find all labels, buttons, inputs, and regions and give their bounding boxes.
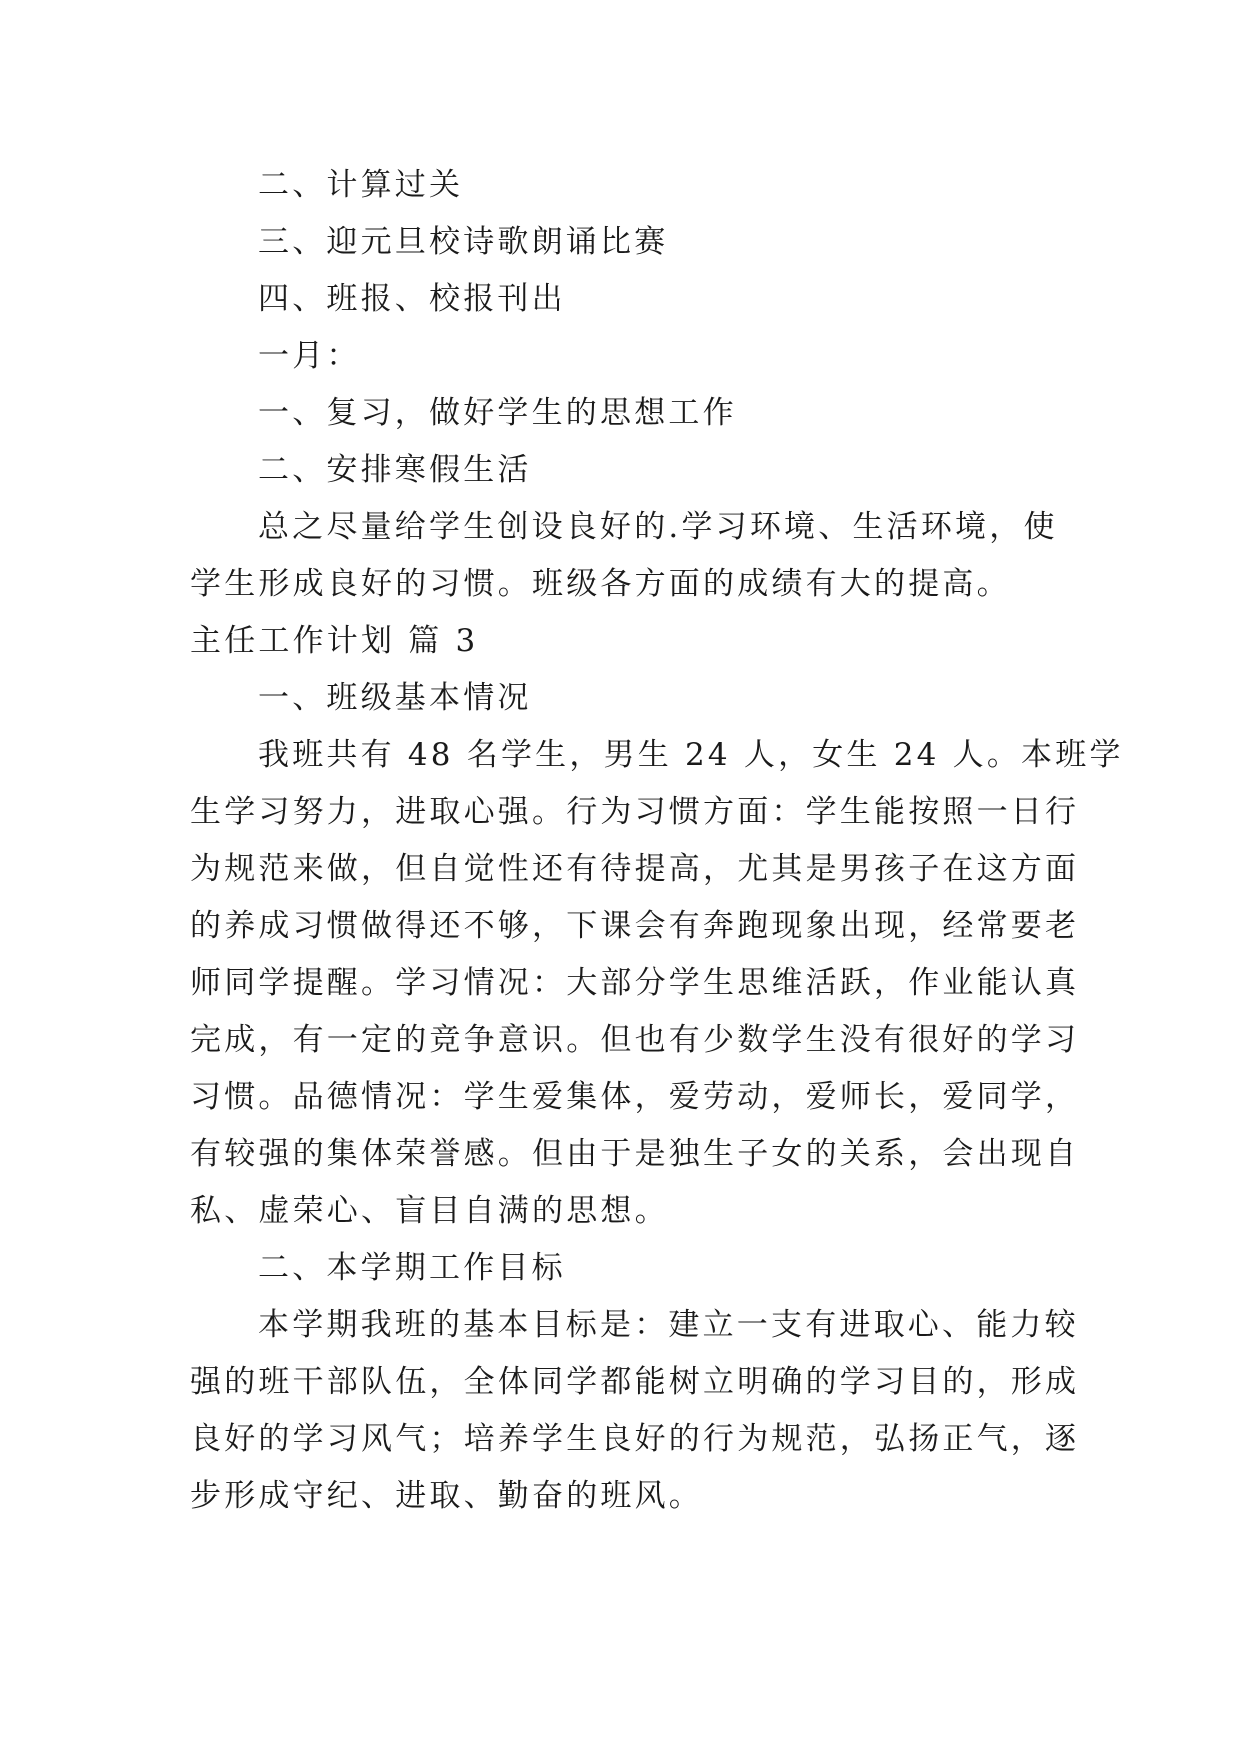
- paragraph-line: 本学期我班的基本目标是：建立一支有进取心、能力较: [258, 1307, 1079, 1343]
- subsection-heading: 一、班级基本情况: [258, 680, 532, 716]
- paragraph-line: 我班共有 48 名学生，男生 24 人，女生 24 人。本班学: [258, 737, 1124, 773]
- paragraph-line: 总之尽量给学生创设良好的.学习环境、生活环境，使: [258, 509, 1058, 545]
- text-line: 一、复习，做好学生的思想工作: [258, 395, 737, 431]
- text-line: 四、班报、校报刊出: [258, 281, 566, 317]
- text-line: 二、安排寒假生活: [258, 452, 532, 488]
- paragraph-line: 生学习努力，进取心强。行为习惯方面：学生能按照一日行: [190, 794, 1080, 830]
- paragraph-line: 有较强的集体荣誉感。但由于是独生子女的关系，会出现自: [190, 1136, 1080, 1172]
- paragraph-line: 良好的学习风气；培养学生良好的行为规范，弘扬正气，逐: [190, 1421, 1080, 1457]
- paragraph-line: 为规范来做，但自觉性还有待提高，尤其是男孩子在这方面: [190, 851, 1080, 887]
- paragraph-line: 私、虚荣心、盲目自满的思想。: [190, 1193, 669, 1229]
- text-line: 三、迎元旦校诗歌朗诵比赛: [258, 224, 669, 260]
- paragraph-line: 学生形成良好的习惯。班级各方面的成绩有大的提高。: [190, 566, 1011, 602]
- paragraph-line: 师同学提醒。学习情况：大部分学生思维活跃，作业能认真: [190, 965, 1080, 1001]
- text-line: 一月：: [258, 338, 361, 374]
- paragraph-line: 的养成习惯做得还不够，下课会有奔跑现象出现，经常要老: [190, 908, 1080, 944]
- paragraph-line: 完成，有一定的竞争意识。但也有少数学生没有很好的学习: [190, 1022, 1080, 1058]
- section-heading: 主任工作计划 篇 3: [190, 623, 479, 659]
- subsection-heading: 二、本学期工作目标: [258, 1250, 566, 1286]
- paragraph-line: 强的班干部队伍，全体同学都能树立明确的学习目的，形成: [190, 1364, 1080, 1400]
- text-line: 二、计算过关: [258, 167, 464, 203]
- paragraph-line: 步形成守纪、进取、勤奋的班风。: [190, 1478, 703, 1514]
- paragraph-line: 习惯。品德情况：学生爱集体，爱劳动，爱师长，爱同学，: [190, 1079, 1080, 1115]
